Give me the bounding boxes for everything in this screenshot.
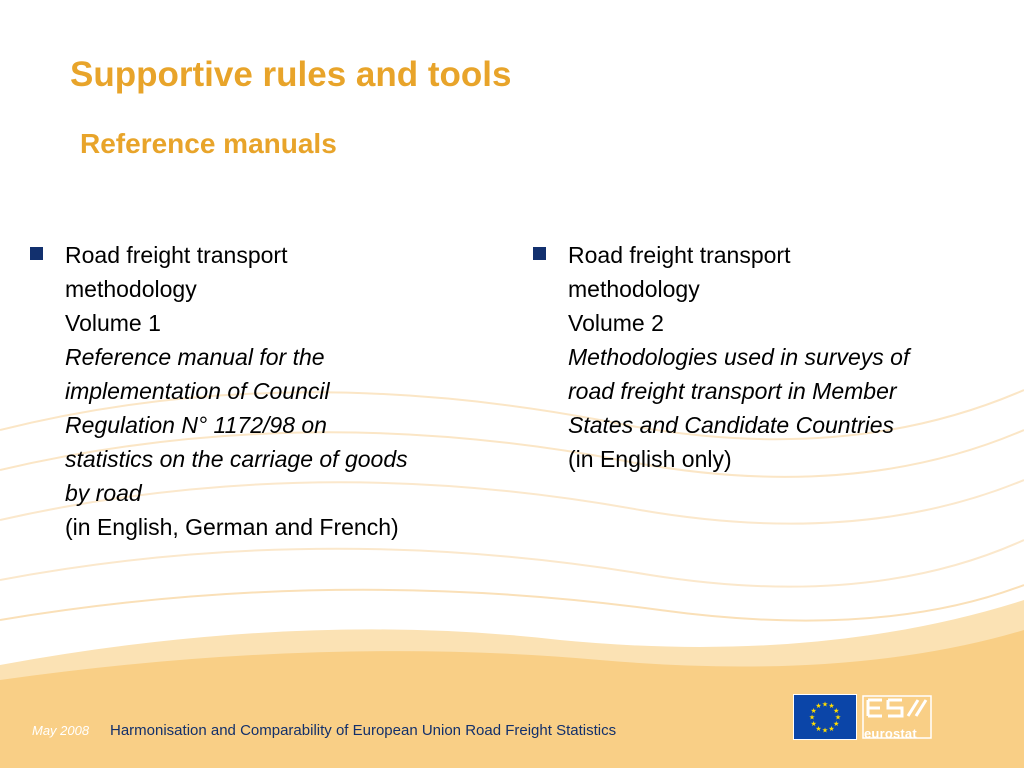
square-bullet-icon — [30, 247, 43, 260]
eu-flag-icon — [793, 694, 857, 740]
eu-star-icon: ★ — [810, 721, 817, 728]
manual-title: Road freight transport methodology — [568, 242, 791, 302]
bullet-text — [65, 238, 500, 544]
slide-subtitle: Reference manuals — [80, 128, 337, 159]
reference-manual-volume-1 — [30, 238, 500, 544]
square-bullet-icon — [533, 247, 546, 260]
eurostat-logo-text: eurostat — [864, 726, 917, 741]
manual-volume: Volume 2 — [568, 310, 664, 336]
footer-title: Harmonisation and Comparability of European Union Road Freight Statistics — [110, 722, 617, 739]
manual-volume: Volume 1 — [65, 310, 161, 336]
manual-description: Reference manual for the implementation of Council Regulation N° 1172/98 on statistics on the carriage of goods by road — [65, 344, 408, 506]
manual-languages: (in English, German and French) — [65, 514, 399, 540]
eu-star-icon: ★ — [833, 708, 840, 715]
reference-manual-volume-2 — [533, 238, 1013, 476]
footer-date: May 2008 — [32, 723, 90, 738]
eu-star-icon: ★ — [821, 727, 829, 735]
eu-star-icon: ★ — [833, 721, 840, 728]
eu-star-icon: ★ — [815, 703, 822, 711]
eu-star-icon: ★ — [821, 701, 829, 709]
manual-languages: (in English only) — [568, 446, 732, 472]
slide-title: Supportive rules and tools — [70, 55, 512, 94]
manual-title: Road freight transport methodology — [65, 242, 288, 302]
eu-star-icon: ★ — [808, 714, 816, 722]
eu-star-icon: ★ — [828, 725, 835, 733]
bullet-text — [568, 238, 1013, 476]
eu-star-icon: ★ — [834, 714, 842, 722]
eu-star-icon: ★ — [815, 725, 822, 733]
eu-star-icon: ★ — [828, 703, 835, 711]
manual-description: Methodologies used in surveys of road freight transport in Member States and Candidate Countries — [568, 344, 910, 438]
eu-star-icon: ★ — [810, 708, 817, 715]
